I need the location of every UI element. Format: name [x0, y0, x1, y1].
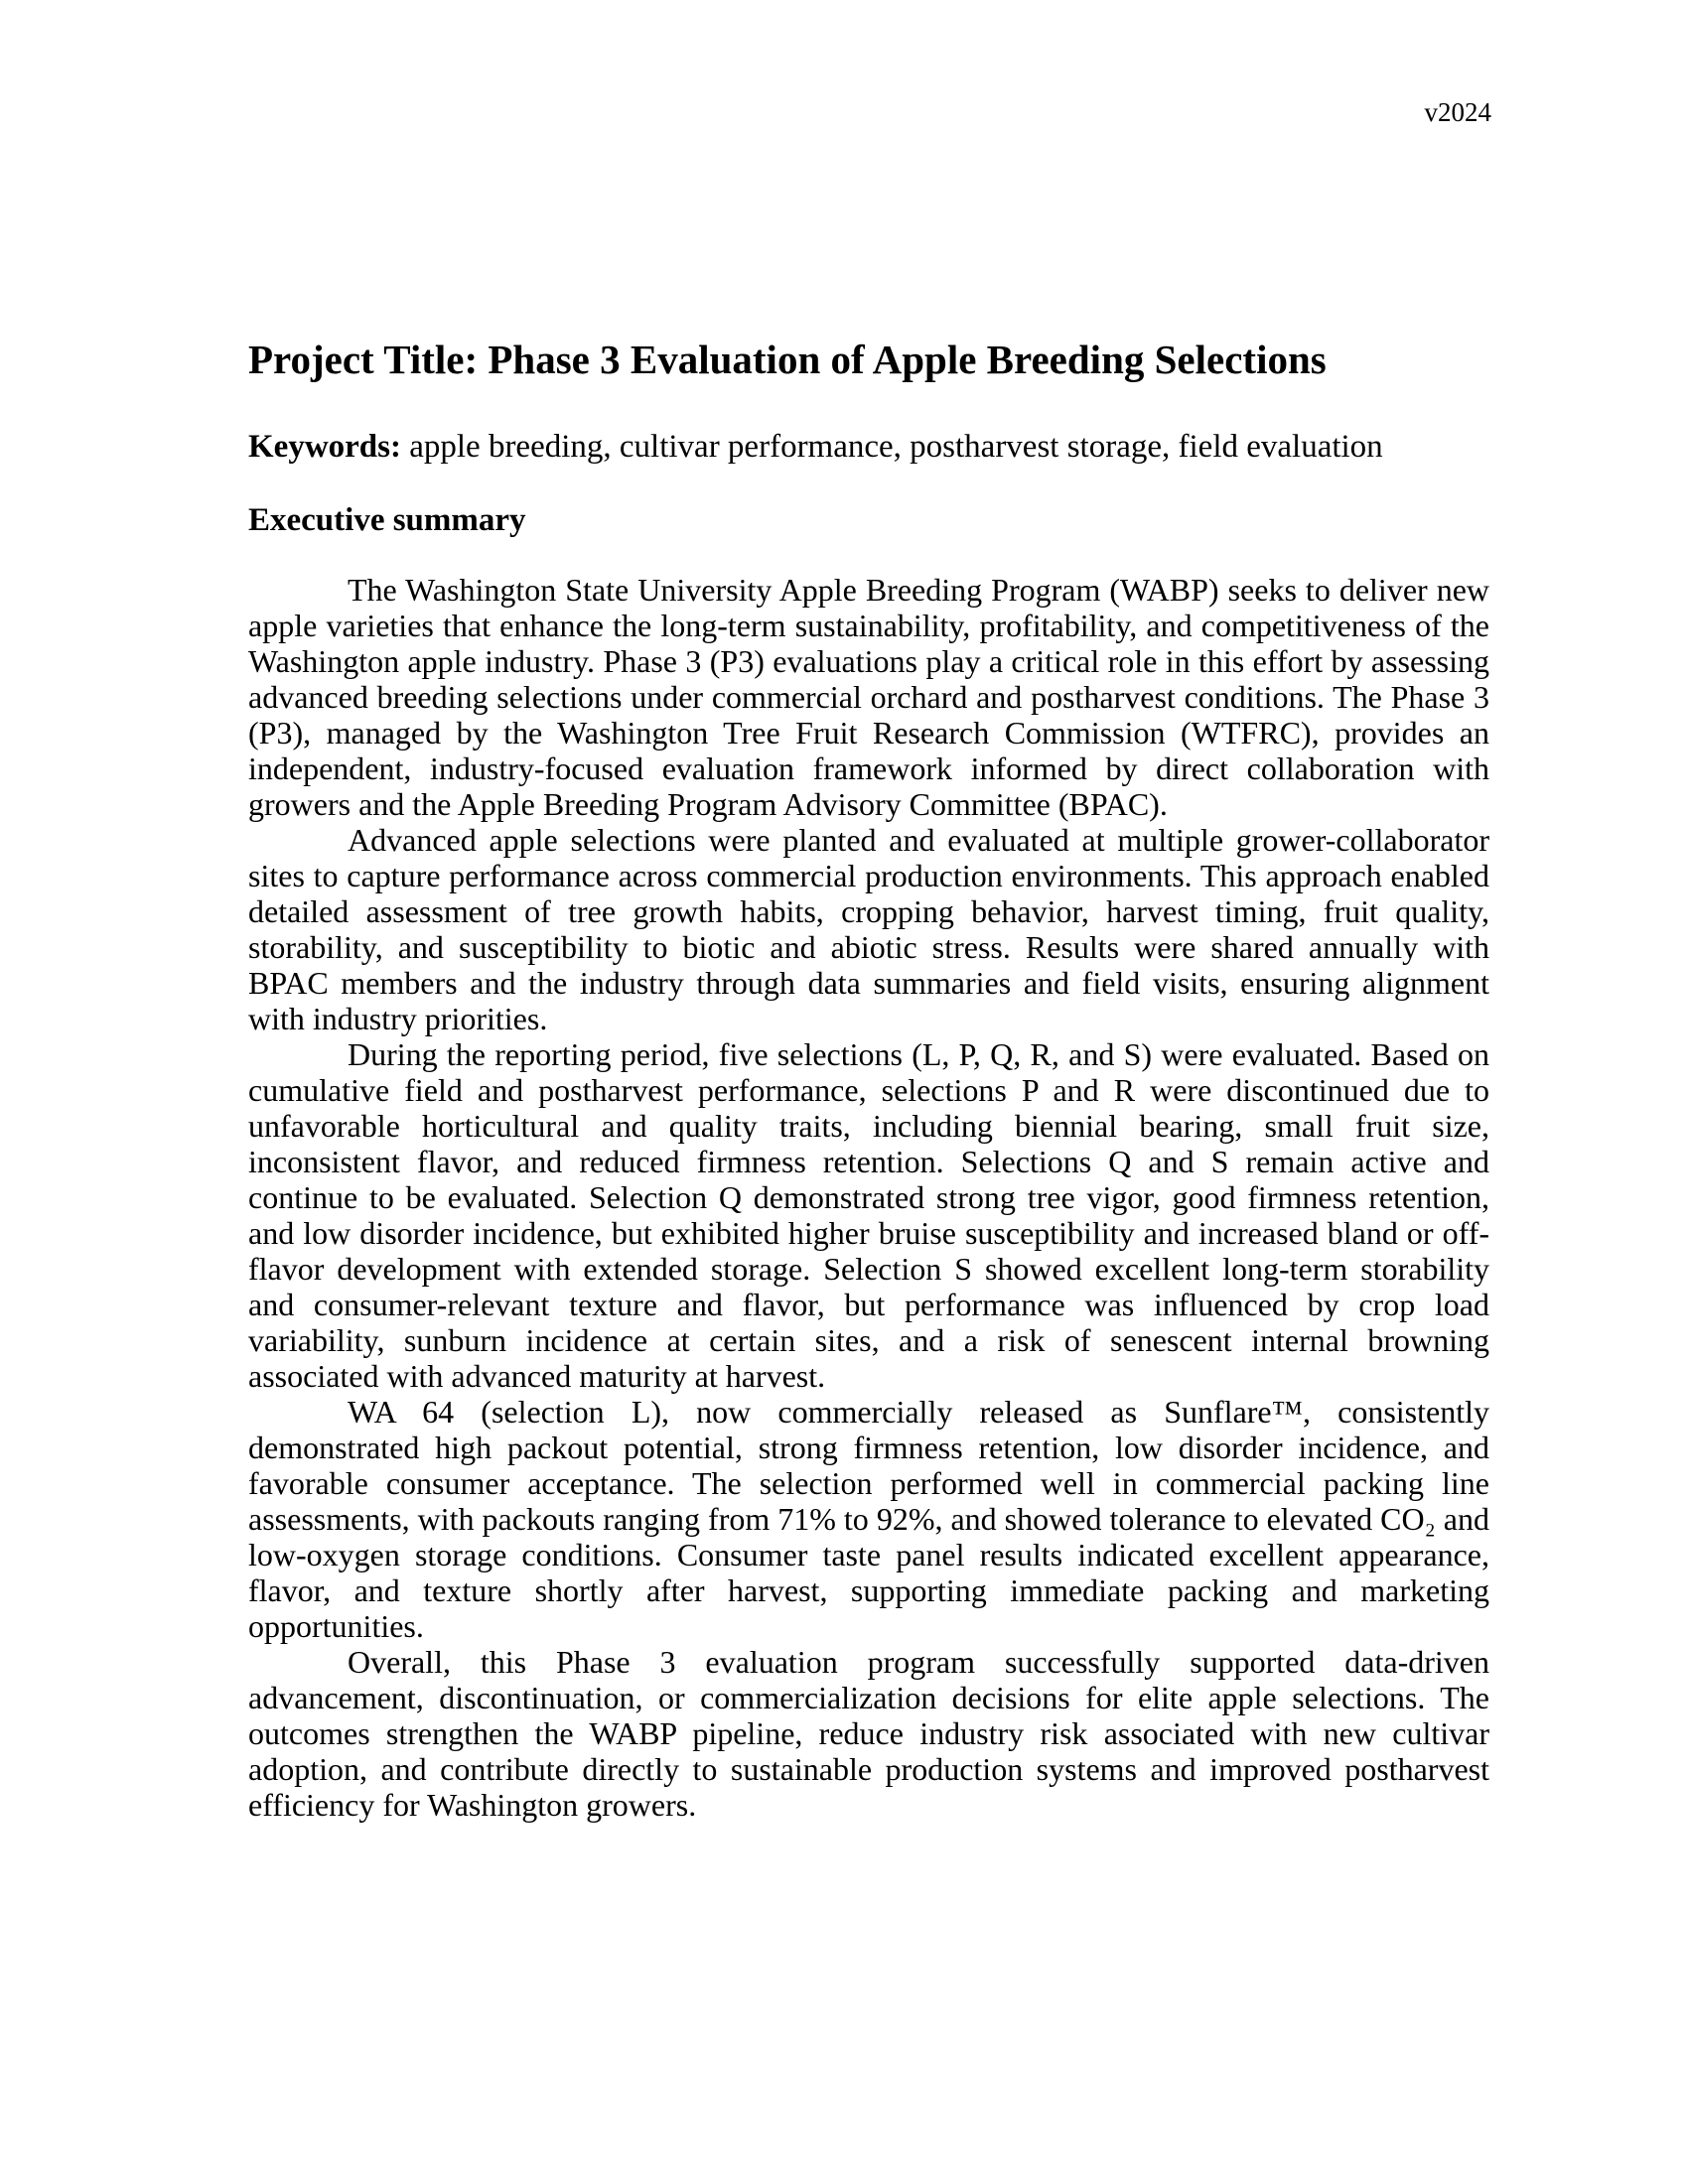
summary-paragraph-4: WA 64 (selection L), now commercially released as Sunflare™, consistently demonstrated high packout potential, strong firmness retention, low disorder incidence, and favorable consumer acceptance. The selection performed well in commercial packing line assessments, with packouts ranging from 71% to 92%, and showed tolerance to elevated CO₂ and low-oxygen storage conditions. Consumer taste panel results indicated excellent appearance, flavor, and texture shortly after harvest, supporting immediate packing and marketing opportunities. — [248, 1394, 1489, 1644]
project-title: Project Title: Phase 3 Evaluation of Apple Breeding Selections — [248, 337, 1327, 382]
keywords-value: apple breeding, cultivar performance, postharvest storage, field evaluation — [400, 429, 1383, 465]
executive-summary-body — [248, 572, 1489, 1823]
summary-paragraph-1: The Washington State University Apple Breeding Program (WABP) seeks to deliver new apple varieties that enhance the long-term sustainability, profitability, and competitiveness of the Washington apple industry. Phase 3 (P3) evaluations play a critical role in this effort by assessing advanced breeding selections under commercial orchard and postharvest conditions. The Phase 3 (P3), managed by the Washington Tree Fruit Research Commission (WTFRC), provides an independent, industry-focused evaluation framework informed by direct collaboration with growers and the Apple Breeding Program Advisory Committee (BPAC). — [248, 572, 1489, 822]
keywords-label: Keywords: — [248, 429, 401, 465]
executive-summary-heading: Executive summary — [248, 502, 526, 538]
document-content — [248, 336, 1489, 1823]
summary-paragraph-2: Advanced apple selections were planted and evaluated at multiple grower-collaborator sites to capture performance across commercial production environments. This approach enabled detailed assessment of tree growth habits, cropping behavior, harvest timing, fruit quality, storability, and susceptibility to biotic and abiotic stress. Results were shared annually with BPAC members and the industry through data summaries and field visits, ensuring alignment with industry priorities. — [248, 822, 1489, 1036]
summary-paragraph-5: Overall, this Phase 3 evaluation program successfully supported data-driven advancement, discontinuation, or commercialization decisions for elite apple selections. The outcomes strengthen the WABP pipeline, reduce industry risk associated with new cultivar adoption, and contribute directly to sustainable production systems and improved postharvest efficiency for Washington growers. — [248, 1644, 1489, 1823]
keywords-line — [248, 428, 1489, 466]
summary-paragraph-3: During the reporting period, five selections (L, P, Q, R, and S) were evaluated. Based on cumulative field and postharvest performance, selections P and R were discontinued due to unfavorable horticultural and quality traits, including biennial bearing, small fruit size, inconsistent flavor, and reduced firmness retention. Selections Q and S remain active and continue to be evaluated. Selection Q demonstrated strong tree vigor, good firmness retention, and low disorder incidence, but exhibited higher bruise susceptibility and increased bland or off-flavor development with extended storage. Selection S showed excellent long-term storability and consumer-relevant texture and flavor, but performance was influenced by crop load variability, sunburn incidence at certain sites, and a risk of senescent internal browning associated with advanced maturity at harvest. — [248, 1036, 1489, 1394]
version-label: v2024 — [1424, 97, 1491, 127]
